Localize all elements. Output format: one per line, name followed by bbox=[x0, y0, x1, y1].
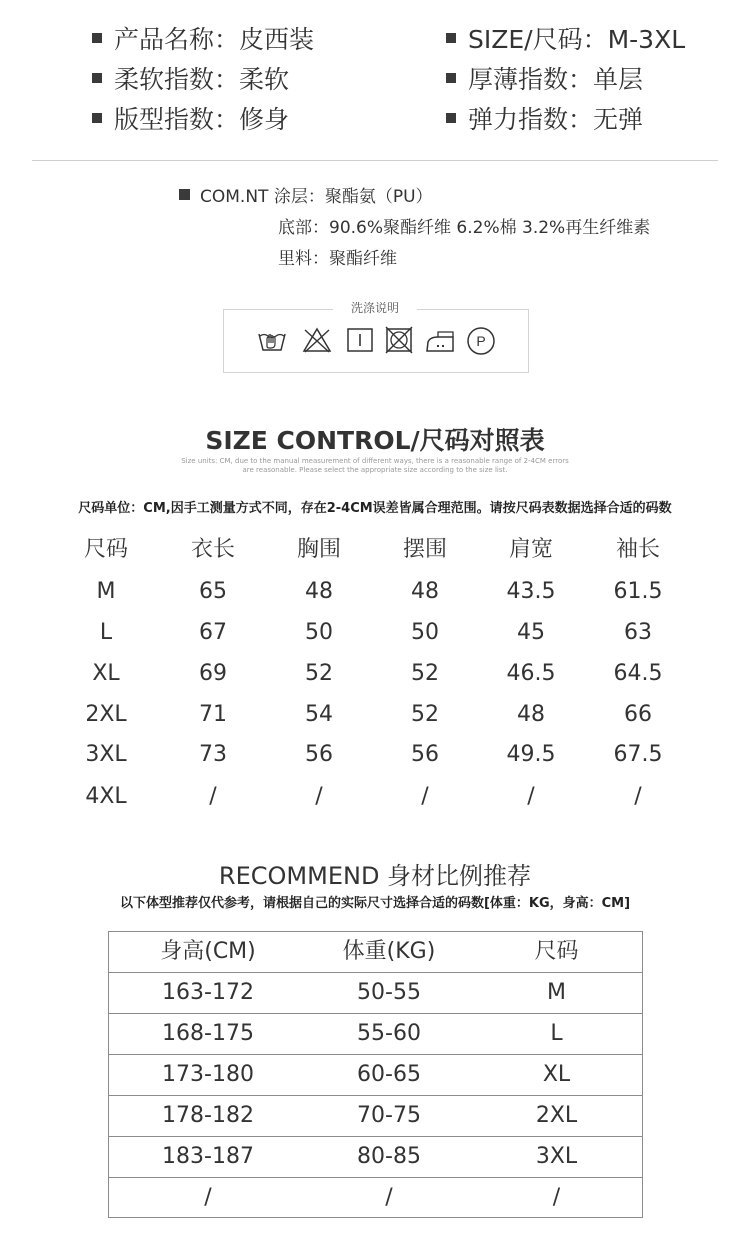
size-cell: / bbox=[527, 784, 535, 809]
recommend-table-row bbox=[109, 1014, 642, 1055]
size-cell: 73 bbox=[199, 742, 227, 767]
recommend-cell: 183-187 bbox=[162, 1144, 254, 1169]
recommend-table-row bbox=[109, 1178, 642, 1219]
recommend-cell: 60-65 bbox=[357, 1062, 421, 1087]
size-cell: 69 bbox=[199, 661, 227, 686]
size-cell: / bbox=[315, 784, 323, 809]
size-cell: 48 bbox=[411, 579, 439, 604]
size-note: 尺码单位：CM,因手工测量方式不同，存在2-4CM误差皆属合理范围。请按尺码表数据选择合适的码数 bbox=[78, 501, 672, 516]
recommend-cell: 163-172 bbox=[162, 980, 254, 1005]
size-cell: / bbox=[421, 784, 429, 809]
dry-clean-p-icon bbox=[466, 326, 496, 356]
size-cell: / bbox=[209, 784, 217, 809]
recommend-cell: 173-180 bbox=[162, 1062, 254, 1087]
size-cell: 52 bbox=[411, 702, 439, 727]
material-lining: 里料：聚酯纤维 bbox=[278, 249, 397, 269]
size-table-header bbox=[53, 530, 693, 570]
size-cell: 67 bbox=[199, 620, 227, 645]
attr-fit: 版型指数：修身 bbox=[92, 105, 289, 135]
recommend-cell: 55-60 bbox=[357, 1021, 421, 1046]
size-cell: 46.5 bbox=[506, 661, 556, 686]
size-control-subtitle-2: are reasonable. Please select the appropriate size according to the size list. bbox=[242, 466, 508, 474]
size-cell: 52 bbox=[411, 661, 439, 686]
attr-stretch: 弹力指数：无弹 bbox=[446, 105, 643, 135]
attr-size: SIZE/尺码：M-3XL bbox=[446, 25, 685, 55]
iron-low-icon bbox=[424, 326, 456, 354]
recommend-cell: 50-55 bbox=[357, 980, 421, 1005]
size-cell: / bbox=[634, 784, 642, 809]
size-header-cell: 摆围 bbox=[402, 537, 447, 562]
line-dry-icon bbox=[346, 326, 374, 354]
size-cell: 52 bbox=[305, 661, 333, 686]
recommend-cell: 178-182 bbox=[162, 1103, 254, 1128]
size-cell: 4XL bbox=[85, 784, 127, 809]
recommend-cell: 2XL bbox=[535, 1103, 578, 1128]
attr-product-name: 产品名称：皮西装 bbox=[92, 25, 314, 55]
size-cell: L bbox=[99, 620, 113, 645]
size-cell: 64.5 bbox=[613, 661, 663, 686]
hand-wash-icon bbox=[256, 326, 288, 354]
size-cell: 43.5 bbox=[506, 579, 556, 604]
recommend-cell: L bbox=[550, 1021, 563, 1046]
recommend-cell: 168-175 bbox=[162, 1021, 254, 1046]
recommend-table-row bbox=[109, 973, 642, 1014]
recommend-cell: M bbox=[547, 980, 566, 1005]
size-table-row bbox=[53, 777, 693, 817]
recommend-cell: / bbox=[204, 1185, 212, 1210]
recommend-header-cell: 尺码 bbox=[534, 939, 579, 964]
size-table-row bbox=[53, 735, 693, 775]
recommend-cell: 70-75 bbox=[357, 1103, 421, 1128]
size-cell: 63 bbox=[624, 620, 652, 645]
size-cell: XL bbox=[92, 661, 120, 686]
size-cell: 56 bbox=[305, 742, 333, 767]
size-cell: 49.5 bbox=[506, 742, 556, 767]
material-base: 底部：90.6%聚酯纤维 6.2%棉 3.2%再生纤维素 bbox=[278, 218, 651, 238]
recommend-cell: 3XL bbox=[535, 1144, 578, 1169]
size-header-cell: 袖长 bbox=[615, 537, 660, 562]
size-header-cell: 衣长 bbox=[190, 537, 235, 562]
size-cell: M bbox=[96, 579, 116, 604]
size-cell: 67.5 bbox=[613, 742, 663, 767]
size-control-subtitle-1: Size units: CM, due to the manual measurement of different ways, there is a reasonable range of 2-4CM errors bbox=[181, 457, 569, 465]
size-cell: 2XL bbox=[85, 702, 127, 727]
size-table-row bbox=[53, 572, 693, 612]
recommend-table-row bbox=[109, 1137, 642, 1178]
size-cell: 61.5 bbox=[613, 579, 663, 604]
size-cell: 65 bbox=[199, 579, 227, 604]
recommend-cell: XL bbox=[542, 1062, 571, 1087]
recommend-table-header bbox=[109, 932, 642, 973]
do-not-bleach-icon bbox=[302, 326, 332, 354]
section-divider bbox=[32, 160, 718, 161]
size-control-title: SIZE CONTROL/尺码对照表 bbox=[205, 426, 545, 455]
dry-clean-letter: P bbox=[476, 333, 486, 349]
size-cell: 66 bbox=[624, 702, 652, 727]
size-header-cell: 胸围 bbox=[296, 537, 341, 562]
attr-thickness: 厚薄指数：单层 bbox=[446, 65, 643, 95]
size-cell: 45 bbox=[517, 620, 545, 645]
size-header-cell: 尺码 bbox=[83, 537, 128, 562]
recommend-table-row bbox=[109, 1096, 642, 1137]
material-coating: COM.NT 涂层：聚酯氨（PU） bbox=[179, 186, 433, 208]
size-cell: 48 bbox=[305, 579, 333, 604]
size-table-row bbox=[53, 654, 693, 694]
size-cell: 56 bbox=[411, 742, 439, 767]
size-cell: 3XL bbox=[85, 742, 127, 767]
size-table-row bbox=[53, 695, 693, 735]
recommend-header-cell: 体重(KG) bbox=[342, 939, 436, 964]
size-table-row bbox=[53, 613, 693, 653]
attr-softness: 柔软指数：柔软 bbox=[92, 65, 289, 95]
size-header-cell: 肩宽 bbox=[508, 537, 553, 562]
care-title: 洗涤说明 bbox=[333, 299, 417, 317]
do-not-tumble-dry-icon bbox=[385, 326, 413, 354]
size-cell: 50 bbox=[305, 620, 333, 645]
recommend-cell: / bbox=[385, 1185, 393, 1210]
size-cell: 48 bbox=[517, 702, 545, 727]
recommend-cell: / bbox=[552, 1185, 561, 1210]
recommend-title: RECOMMEND 身材比例推荐 bbox=[218, 862, 532, 890]
recommend-table-row bbox=[109, 1055, 642, 1096]
recommend-header-cell: 身高(CM) bbox=[160, 939, 256, 964]
recommend-note: 以下体型推荐仅代参考，请根据自己的实际尺寸选择合适的码数[体重：KG，身高：CM] bbox=[119, 896, 631, 911]
recommend-table bbox=[108, 931, 643, 1218]
size-cell: 54 bbox=[305, 702, 333, 727]
size-cell: 71 bbox=[199, 702, 227, 727]
recommend-cell: 80-85 bbox=[357, 1144, 421, 1169]
size-cell: 50 bbox=[411, 620, 439, 645]
